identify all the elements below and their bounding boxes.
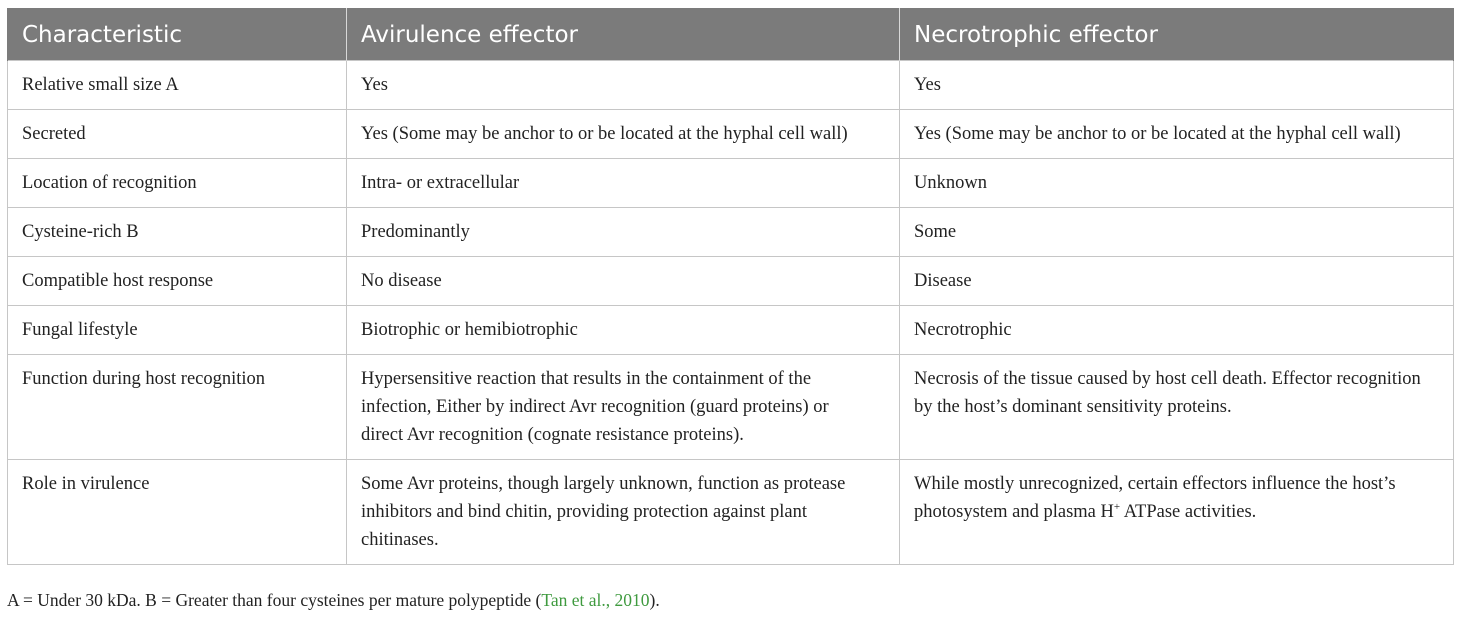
table-row xyxy=(8,257,1454,306)
cell-characteristic: Role in virulence xyxy=(8,460,347,565)
cell-necrotrophic: Yes (Some may be anchor to or be located at the hyphal cell wall) xyxy=(900,110,1454,159)
table-row xyxy=(8,355,1454,460)
header-necrotrophic-effector: Necrotrophic effector xyxy=(900,9,1454,61)
table-row xyxy=(8,306,1454,355)
effector-comparison-table xyxy=(7,8,1453,565)
cell-necrotrophic: Necrosis of the tissue caused by host cell death. Effector recognition by the host’s dominant sensitivity proteins. xyxy=(900,355,1454,460)
table-row xyxy=(8,208,1454,257)
cell-avirulence: Some Avr proteins, though largely unknown, function as protease inhibitors and bind chitin, providing protection against plant chitinases. xyxy=(347,460,900,565)
cell-necrotrophic: Necrotrophic xyxy=(900,306,1454,355)
superscript-plus: + xyxy=(1113,500,1121,513)
cell-characteristic: Fungal lifestyle xyxy=(8,306,347,355)
cell-avirulence: Hypersensitive reaction that results in the containment of the infection, Either by indirect Avr recognition (guard proteins) or direct Avr recognition (cognate resistance proteins). xyxy=(347,355,900,460)
cell-text: While mostly unrecognized, certain effectors influence the host’s photosystem and plasma H xyxy=(914,474,1396,522)
table-body xyxy=(8,61,1454,565)
cell-characteristic: Secreted xyxy=(8,110,347,159)
cell-characteristic: Compatible host response xyxy=(8,257,347,306)
cell-necrotrophic: Some xyxy=(900,208,1454,257)
table-row xyxy=(8,110,1454,159)
cell-necrotrophic: Yes xyxy=(900,61,1454,110)
cell-avirulence: Yes (Some may be anchor to or be located at the hyphal cell wall) xyxy=(347,110,900,159)
table-footnote xyxy=(7,590,660,611)
cell-necrotrophic: Unknown xyxy=(900,159,1454,208)
header-characteristic: Characteristic xyxy=(8,9,347,61)
cell-necrotrophic: Disease xyxy=(900,257,1454,306)
footnote-text: A = Under 30 kDa. B = Greater than four cysteines per mature polypeptide ( xyxy=(7,590,542,610)
cell-avirulence: Predominantly xyxy=(347,208,900,257)
footnote-end: ). xyxy=(649,590,660,610)
header-row xyxy=(8,9,1454,61)
cell-characteristic: Relative small size A xyxy=(8,61,347,110)
cell-avirulence: Yes xyxy=(347,61,900,110)
cell-necrotrophic xyxy=(900,460,1454,565)
cell-characteristic: Function during host recognition xyxy=(8,355,347,460)
header-avirulence-effector: Avirulence effector xyxy=(347,9,900,61)
cell-characteristic: Location of recognition xyxy=(8,159,347,208)
cell-avirulence: No disease xyxy=(347,257,900,306)
table xyxy=(7,8,1454,565)
cell-text-tail: ATPase activities. xyxy=(1120,502,1257,522)
table-row xyxy=(8,159,1454,208)
cell-avirulence: Biotrophic or hemibiotrophic xyxy=(347,306,900,355)
cell-avirulence: Intra- or extracellular xyxy=(347,159,900,208)
table-header xyxy=(8,9,1454,61)
table-row xyxy=(8,61,1454,110)
citation-link[interactable]: Tan et al., 2010 xyxy=(541,590,650,610)
table-row xyxy=(8,460,1454,565)
cell-characteristic: Cysteine-rich B xyxy=(8,208,347,257)
